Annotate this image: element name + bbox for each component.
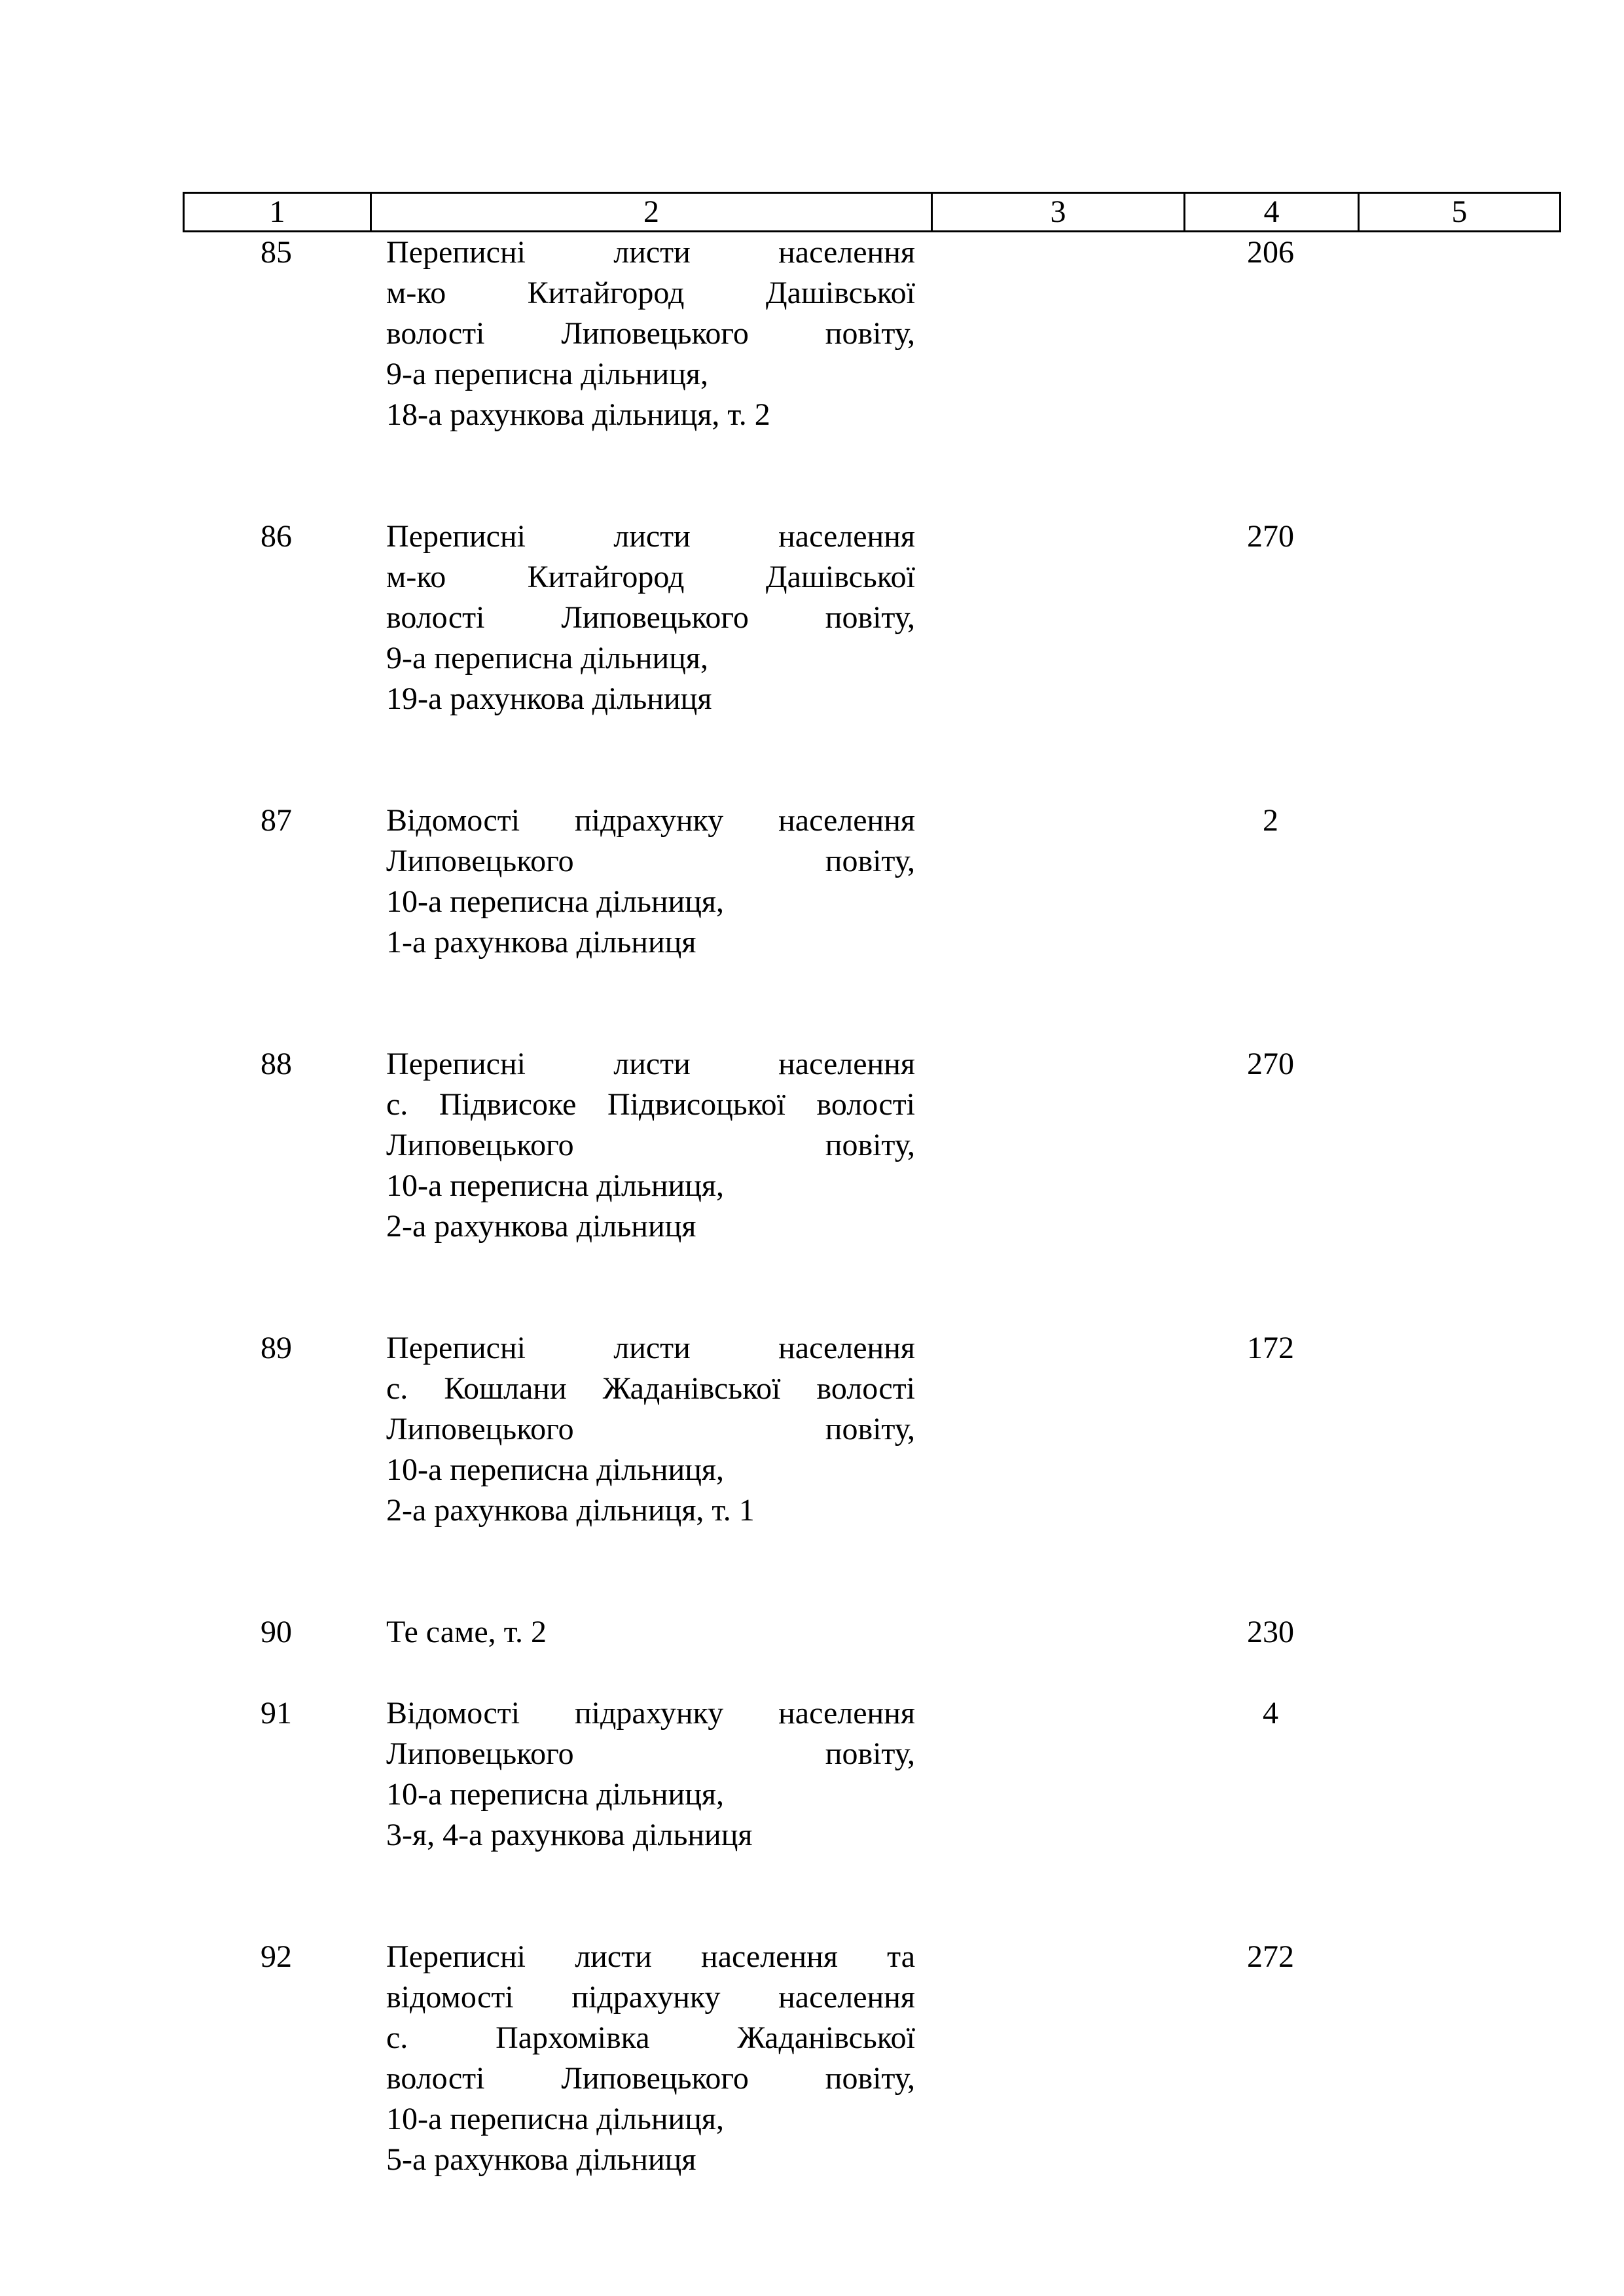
entry-number: 85	[261, 235, 292, 270]
entries-list	[183, 232, 1561, 2180]
entry-sheet-count: 270	[1247, 519, 1294, 554]
table-row	[183, 1328, 1561, 1531]
entry-title-line: волості Липовецького повіту,	[386, 316, 915, 351]
table-row	[183, 516, 1561, 719]
column-header-1: 1	[185, 194, 372, 230]
table-header-row	[183, 192, 1561, 232]
table-row	[183, 800, 1561, 963]
entry-title-line: Липовецького повіту,	[386, 1128, 915, 1162]
entry-title-line: 3-я, 4-а рахункова дільниця	[386, 1818, 753, 1852]
entry-title-line: волості Липовецького повіту,	[386, 2061, 915, 2096]
entry-title	[386, 1328, 915, 1531]
entry-title-line: Липовецького повіту,	[386, 844, 915, 878]
column-header-2: 2	[372, 194, 933, 230]
entry-sheet-count: 270	[1247, 1047, 1294, 1081]
entry-title-line: Переписні листи населення	[386, 1331, 915, 1365]
entry-sheet-count: 172	[1247, 1331, 1294, 1365]
entry-title-line: 9-а переписна дільниця,	[386, 641, 708, 675]
entry-number: 92	[261, 1939, 292, 1974]
entry-title-line: Переписні листи населення	[386, 519, 915, 554]
entry-title-line: 5-а рахункова дільниця	[386, 2142, 696, 2177]
entry-title-line: Відомості підрахунку населення	[386, 1696, 915, 1731]
entry-title-line: Переписні листи населення	[386, 1047, 915, 1081]
table-row	[183, 1693, 1561, 1856]
entry-title-line: 2-а рахункова дільниця	[386, 1209, 696, 1244]
entry-title-line: Липовецького повіту,	[386, 1412, 915, 1446]
table-row	[183, 1937, 1561, 2180]
entry-title	[386, 1044, 915, 1247]
entry-title	[386, 1693, 915, 1856]
entry-number: 91	[261, 1696, 292, 1731]
entry-title-line: Переписні листи населення	[386, 235, 915, 270]
entry-title-line: Відомості підрахунку населення	[386, 803, 915, 838]
column-header-5: 5	[1451, 194, 1468, 229]
entry-sheet-count: 2	[1263, 803, 1278, 838]
table-row	[183, 232, 1561, 435]
column-header-4: 4	[1185, 194, 1360, 230]
entry-sheet-count: 4	[1263, 1696, 1278, 1731]
entry-title-line: відомості підрахунку населення	[386, 1980, 915, 2015]
entry-sheet-count: 230	[1247, 1615, 1294, 1649]
entry-title-line: 10-а переписна дільниця,	[386, 1168, 724, 1203]
entry-title-line: с. Пархомівка Жаданівської	[386, 2020, 915, 2055]
entry-number: 88	[261, 1047, 292, 1081]
entry-number: 90	[261, 1615, 292, 1649]
entry-sheet-count: 272	[1247, 1939, 1294, 1974]
entry-title-line: 2-а рахункова дільниця, т. 1	[386, 1493, 755, 1528]
entry-title-line: с. Кошлани Жаданівської волості	[386, 1371, 915, 1406]
entry-title-line: м-ко Китайгород Дашівської	[386, 276, 915, 310]
entry-title-line: 10-а переписна дільниця,	[386, 1452, 724, 1487]
entry-title-line: 10-а переписна дільниця,	[386, 1777, 724, 1812]
entry-title-line: 1-а рахункова дільниця	[386, 925, 696, 960]
entry-title-line: Переписні листи населення та	[386, 1939, 915, 1974]
entry-title-line: волості Липовецького повіту,	[386, 600, 915, 635]
column-header-3: 3	[933, 194, 1185, 230]
entry-title	[386, 1612, 915, 1653]
entry-title-line: 10-а переписна дільниця,	[386, 884, 724, 919]
entry-title-line: Те саме, т. 2	[386, 1615, 547, 1649]
table-row	[183, 1612, 1561, 1653]
entry-number: 89	[261, 1331, 292, 1365]
entry-title-line: 10-а переписна дільниця,	[386, 2102, 724, 2136]
entry-title-line: Липовецького повіту,	[386, 1736, 915, 1771]
entry-number: 87	[261, 803, 292, 838]
table-row	[183, 1044, 1561, 1247]
entry-title	[386, 800, 915, 963]
entry-title-line: м-ко Китайгород Дашівської	[386, 560, 915, 594]
entry-number: 86	[261, 519, 292, 554]
entry-title	[386, 516, 915, 719]
entry-sheet-count: 206	[1247, 235, 1294, 270]
entry-title	[386, 1937, 915, 2180]
entry-title	[386, 232, 915, 435]
entry-title-line: с. Підвисоке Підвисоцької волості	[386, 1087, 915, 1122]
entry-title-line: 18-а рахункова дільниця, т. 2	[386, 397, 770, 432]
entry-title-line: 19-а рахункова дільниця	[386, 681, 712, 716]
entry-title-line: 9-а переписна дільниця,	[386, 357, 708, 391]
